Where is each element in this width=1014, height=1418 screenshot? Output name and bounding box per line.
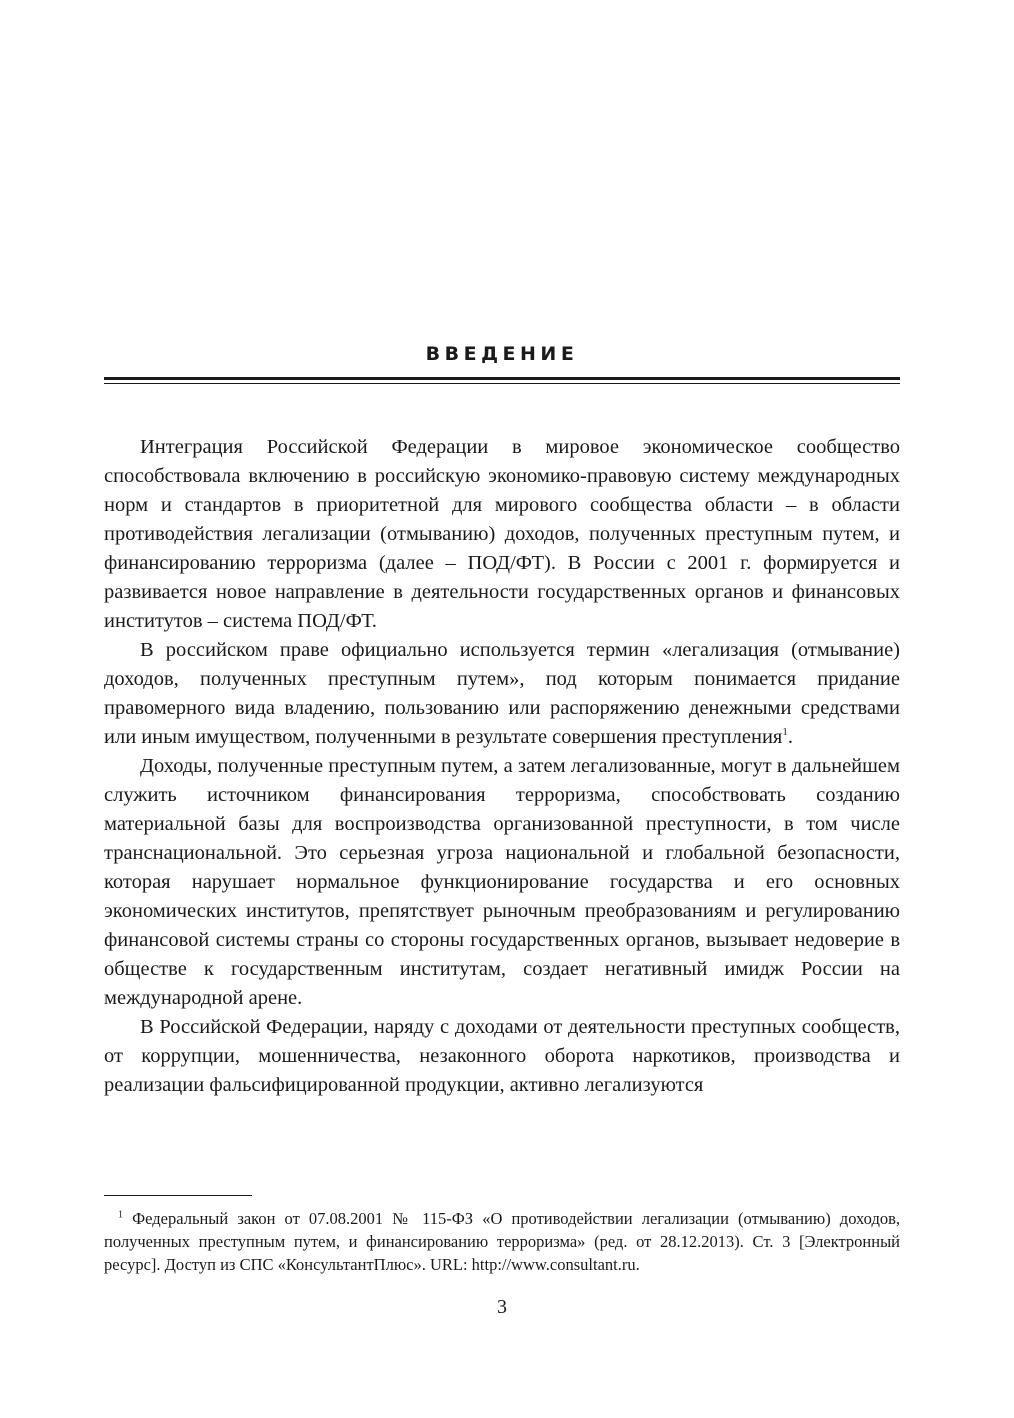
- body-text: [104, 433, 900, 1100]
- paragraph-text: В Российской Федерации, наряду с доходами от деятельности преступных сообществ, от коррупции, мошенничества, незаконного оборота наркотиков, производства и реализации фальсифицированной продукции, активно легализуются: [104, 1016, 900, 1096]
- paragraph: [104, 752, 900, 1013]
- heading-rule-thin: [104, 383, 900, 384]
- paragraph-text: Интеграция Российской Федерации в мировое экономическое сообщество способствовала включению в российскую экономико-правовую систему международных норм и стандартов в приоритетной для мирового сообщества области – в области противодействия легализации (отмыванию) доходов, полученных преступным путем, и финансированию терроризма (далее – ПОД/ФТ). В России с 2001 г. формируется и развивается новое направление в деятельности государственных органов и финансовых институтов – система ПОД/ФТ.: [104, 436, 900, 632]
- page-number: 3: [497, 1296, 507, 1318]
- footnote-number: 1: [118, 1209, 123, 1221]
- paragraph: [104, 636, 900, 752]
- heading-rule-thick: [104, 377, 900, 380]
- footnote-text: Федеральный закон от 07.08.2001 № 115-ФЗ «О противодействии легализации (отмыванию) доходов, полученных преступным путем, и финансированию терроризма» (ред. от 28.12.2013). Ст. 3 [Электронный ресурс]. Доступ из СПС «КонсультантПлюс». URL: http://www.consultant.ru.: [104, 1209, 900, 1274]
- paragraph: [104, 433, 900, 636]
- footnote-separator: [104, 1195, 252, 1196]
- paragraph-text: Доходы, полученные преступным путем, а затем легализованные, могут в дальнейшем служить источником финансирования терроризма, способствовать созданию материальной базы для воспроизводства организованной преступности, в том числе транснациональной. Это серьезная угроза национальной и глобальной безопасности, которая нарушает нормальное функционирование государства и его основных экономических институтов, препятствует рыночным преобразованиям и регулированию финансовой системы страны со стороны государственных органов, вызывает недоверие в обществе к государственным институтам, создает негативный имидж России на международной арене.: [104, 755, 900, 1009]
- footnote: [104, 1207, 900, 1276]
- paragraph: [104, 1013, 900, 1100]
- paragraph-tail: .: [787, 726, 793, 748]
- footnote-reference[interactable]: 1: [782, 726, 788, 739]
- paragraph-text: В российском праве официально используется термин «легализация (отмывание) доходов, полученных преступным путем», под которым понимается придание правомерного вида владению, пользованию или распоряжению денежными средствами или иным имуществом, полученными в результате совершения преступления: [104, 639, 900, 748]
- section-heading: ВВЕДЕНИЕ: [425, 343, 579, 365]
